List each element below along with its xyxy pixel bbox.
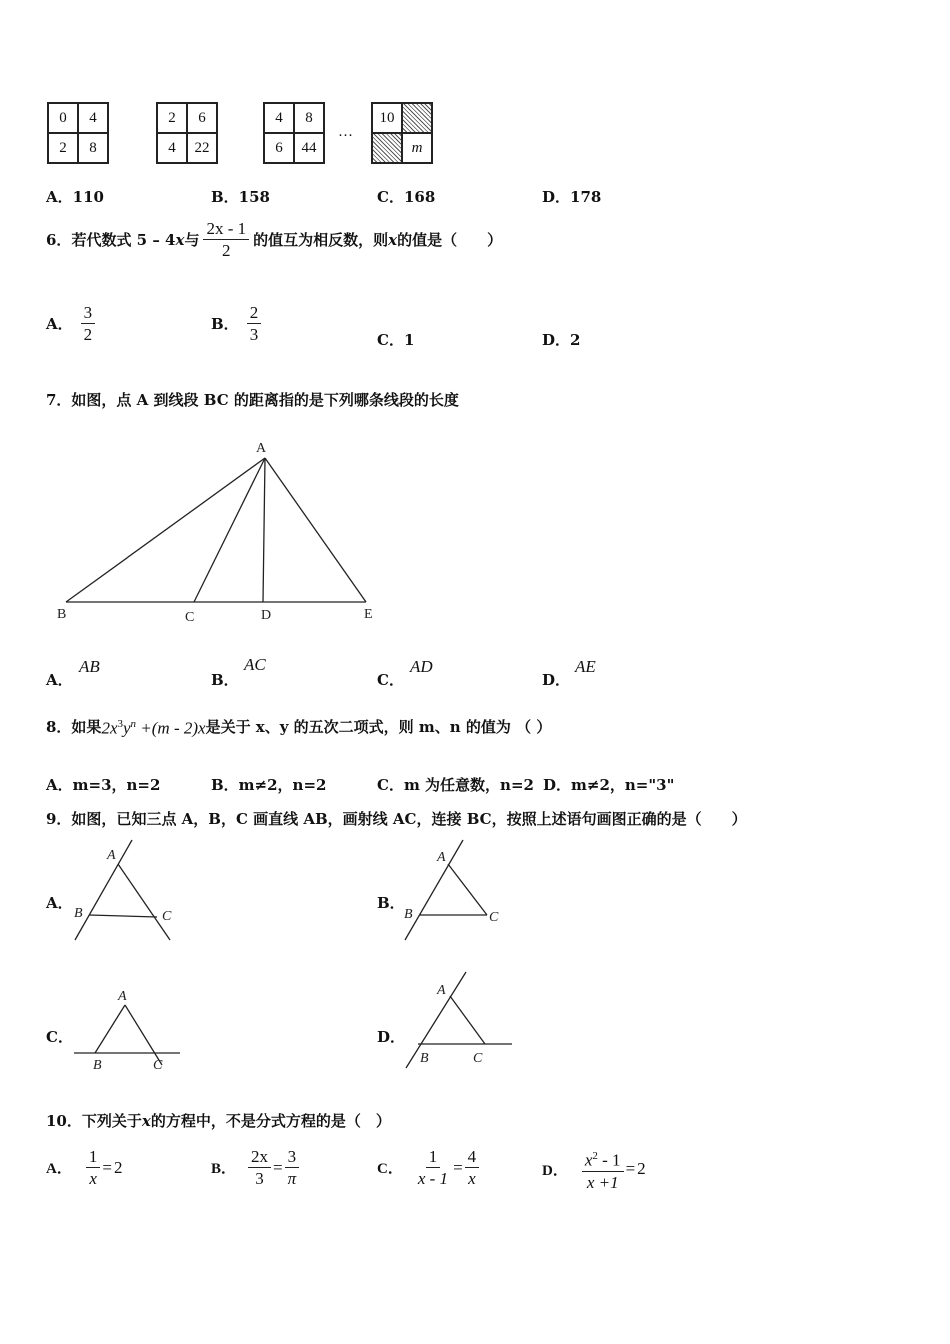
numerator: 2 [247, 303, 262, 324]
point-label-a: A [437, 850, 446, 865]
numerator: 1 [86, 1147, 101, 1168]
option-letter: A． [46, 315, 73, 333]
q9-figure-b[interactable] [395, 838, 515, 948]
q10-text: 10．下列关于 [46, 1112, 142, 1130]
option-value: AD [410, 657, 433, 676]
grid-cell: 2 [157, 103, 187, 133]
grid-3 [263, 102, 325, 164]
grid-2 [156, 102, 218, 164]
fraction [247, 303, 262, 344]
point-label-c: C [153, 1058, 163, 1073]
option-letter: D． [542, 1162, 568, 1179]
grid-4 [371, 102, 433, 164]
denominator: x +1 [586, 1172, 619, 1192]
option-letter: C． [377, 331, 404, 349]
fraction [582, 1147, 624, 1192]
denominator: 3 [255, 1169, 264, 1188]
q9-option-d-label[interactable]: D． [377, 1028, 406, 1046]
option-letter: B． [211, 671, 239, 689]
q9-stem: 9．如图，已知三点 A，B，C 画直线 AB，画射线 AC，连接 BC，按照上述语句画图正确的是（ ） [46, 810, 747, 828]
ray-ac [448, 864, 487, 915]
numerator [582, 1147, 624, 1172]
q5-option-d[interactable]: D．178 [542, 188, 602, 206]
grid-cell: 2 [48, 133, 78, 163]
expr-part: x [584, 1150, 593, 1170]
q9-option-b-label[interactable]: B． [377, 894, 405, 912]
q8-stem [46, 716, 551, 739]
var-x: x [388, 230, 398, 249]
q10-option-c[interactable] [377, 1147, 479, 1188]
q10-text: 的方程中，不是分式方程的是（ ） [150, 1112, 391, 1130]
q8-option-b[interactable]: B．m≠2，n=2 [211, 776, 327, 794]
q8-text: 8．如果 [46, 718, 102, 736]
option-letter: C． [377, 1161, 403, 1177]
grid-cell: 6 [187, 103, 217, 133]
question-number: 6． [46, 231, 72, 249]
option-letter: C． [377, 671, 404, 689]
segment-ac [194, 458, 265, 602]
segment-bc [89, 915, 157, 917]
numerator: 2x [248, 1147, 271, 1168]
line-ab [406, 972, 466, 1068]
q6-text: 若代数式 5 – 4 [71, 231, 176, 249]
q9-option-c-label[interactable]: C． [46, 1028, 73, 1046]
segment-ab [95, 1005, 125, 1053]
fraction [415, 1147, 451, 1188]
grid-cell: 0 [48, 103, 78, 133]
denominator: x [468, 1169, 476, 1188]
q7-stem: 7．如图，点 A 到线段 BC 的距离指的是下列哪条线段的长度 [46, 391, 459, 409]
q8-option-a[interactable]: A．m=3，n=2 [46, 776, 161, 794]
option-value: AC [244, 655, 266, 674]
q6-option-d[interactable] [542, 329, 580, 350]
point-label-b: B [74, 906, 83, 921]
grid-cell: 8 [294, 103, 324, 133]
grid-cell: 8 [78, 133, 108, 163]
option-letter: B． [211, 315, 239, 333]
ray-ac [450, 996, 485, 1044]
q5-option-c[interactable]: C．168 [377, 188, 436, 206]
grid-cell: 22 [187, 133, 217, 163]
option-value: AE [575, 657, 596, 676]
q5-option-a[interactable]: A．110 [46, 188, 104, 206]
denominator: x [89, 1169, 97, 1188]
q9-figure-c[interactable] [70, 983, 190, 1078]
grid-1 [47, 102, 109, 164]
point-label-d: D [261, 608, 272, 623]
rhs-value: 2 [637, 1159, 646, 1179]
equals-sign: = [625, 1159, 636, 1179]
fraction [465, 1147, 480, 1188]
option-value: AB [79, 657, 100, 676]
grid-ellipsis: ··· [338, 128, 353, 144]
point-label-c: C [162, 909, 172, 924]
q6-text: 的值是（ ） [397, 231, 503, 249]
q9-option-a-label[interactable]: A． [46, 894, 73, 912]
q7-triangle-figure [40, 430, 400, 630]
q10-option-d[interactable] [542, 1147, 646, 1192]
option-letter: D． [542, 331, 571, 349]
expr-part: +(m - 2)x [136, 719, 206, 738]
option-letter: A． [46, 1161, 72, 1177]
denominator: 2 [83, 325, 93, 344]
q8-text: 是关于 x、y 的五次二项式，则 m、n 的值为 （ ） [205, 718, 552, 736]
q10-option-b[interactable] [211, 1147, 299, 1188]
numerator: 3 [81, 303, 96, 324]
point-label-b: B [57, 607, 67, 622]
segment-ad [263, 458, 265, 602]
q9-figure-d[interactable] [400, 968, 520, 1073]
grid-cell: 4 [264, 103, 294, 133]
line-ab [405, 840, 463, 940]
point-label-c: C [473, 1051, 483, 1066]
hatched-cell [402, 103, 432, 133]
point-label-a: A [437, 983, 446, 998]
expr-part: - 1 [597, 1150, 621, 1170]
numerator: 3 [285, 1147, 300, 1168]
fraction [86, 1147, 101, 1188]
q10-stem [46, 1110, 391, 1131]
fraction [81, 303, 96, 344]
q6-text: 与 [184, 231, 200, 249]
option-letter: D． [542, 671, 571, 689]
point-label-a: A [118, 989, 127, 1004]
point-label-a: A [256, 441, 267, 456]
q6-option-b[interactable] [211, 303, 261, 344]
grid-cell: 4 [78, 103, 108, 133]
q6-option-a[interactable] [46, 303, 95, 344]
denominator: x - 1 [417, 1169, 449, 1188]
denominator: π [287, 1169, 297, 1188]
denominator: 3 [249, 325, 259, 344]
hatched-cell [372, 133, 402, 163]
segment-ae [265, 458, 366, 602]
point-label-c: C [489, 910, 499, 925]
exponent: 2 [592, 1150, 598, 1162]
q6-text: 的值互为相反数，则 [253, 231, 389, 249]
grid-cell: 10 [372, 103, 402, 133]
grid-cell: 6 [264, 133, 294, 163]
denominator: 2 [222, 241, 231, 260]
grid-cell: 44 [294, 133, 324, 163]
numerator: 4 [465, 1147, 480, 1168]
expr-part: 2x [101, 719, 118, 738]
q8-expression [101, 718, 205, 739]
point-label-c: C [185, 610, 195, 625]
rhs-value: 2 [113, 1157, 123, 1177]
q10-option-a[interactable] [46, 1147, 122, 1188]
numerator: 1 [426, 1147, 441, 1168]
fraction [248, 1147, 271, 1188]
expr-part: y [122, 719, 131, 738]
option-value: 2 [570, 331, 581, 349]
q8-option-c[interactable]: C．m 为任意数，n=2 [377, 776, 534, 794]
var-x: x [141, 1111, 151, 1130]
q5-option-b[interactable]: B．158 [211, 188, 270, 206]
fraction [203, 219, 249, 260]
equals-sign: = [102, 1157, 112, 1177]
exponent: n [130, 718, 137, 731]
equals-sign: = [453, 1157, 463, 1177]
line-ab [75, 840, 132, 940]
option-value: 1 [403, 331, 415, 349]
q6-option-c[interactable] [377, 329, 414, 350]
q8-option-d[interactable]: D．m≠2，n="3" [543, 776, 675, 794]
var-x: x [175, 230, 185, 249]
point-label-b: B [93, 1058, 102, 1073]
point-label-a: A [107, 848, 116, 863]
option-letter: A． [46, 671, 73, 689]
q9-figure-a[interactable] [65, 838, 185, 948]
point-label-b: B [404, 907, 413, 922]
exponent: 3 [117, 718, 123, 731]
line-ac [118, 864, 170, 940]
equals-sign: = [273, 1157, 283, 1177]
option-letter: B． [211, 1161, 237, 1177]
point-label-b: B [420, 1051, 429, 1066]
grid-cell: m [402, 133, 432, 163]
segment-ab [66, 458, 265, 602]
grid-cell: 4 [157, 133, 187, 163]
ray-ac [125, 1005, 162, 1065]
numerator: 2x - 1 [203, 219, 249, 240]
q6-stem [46, 219, 502, 260]
point-label-e: E [364, 607, 373, 622]
fraction [285, 1147, 300, 1188]
